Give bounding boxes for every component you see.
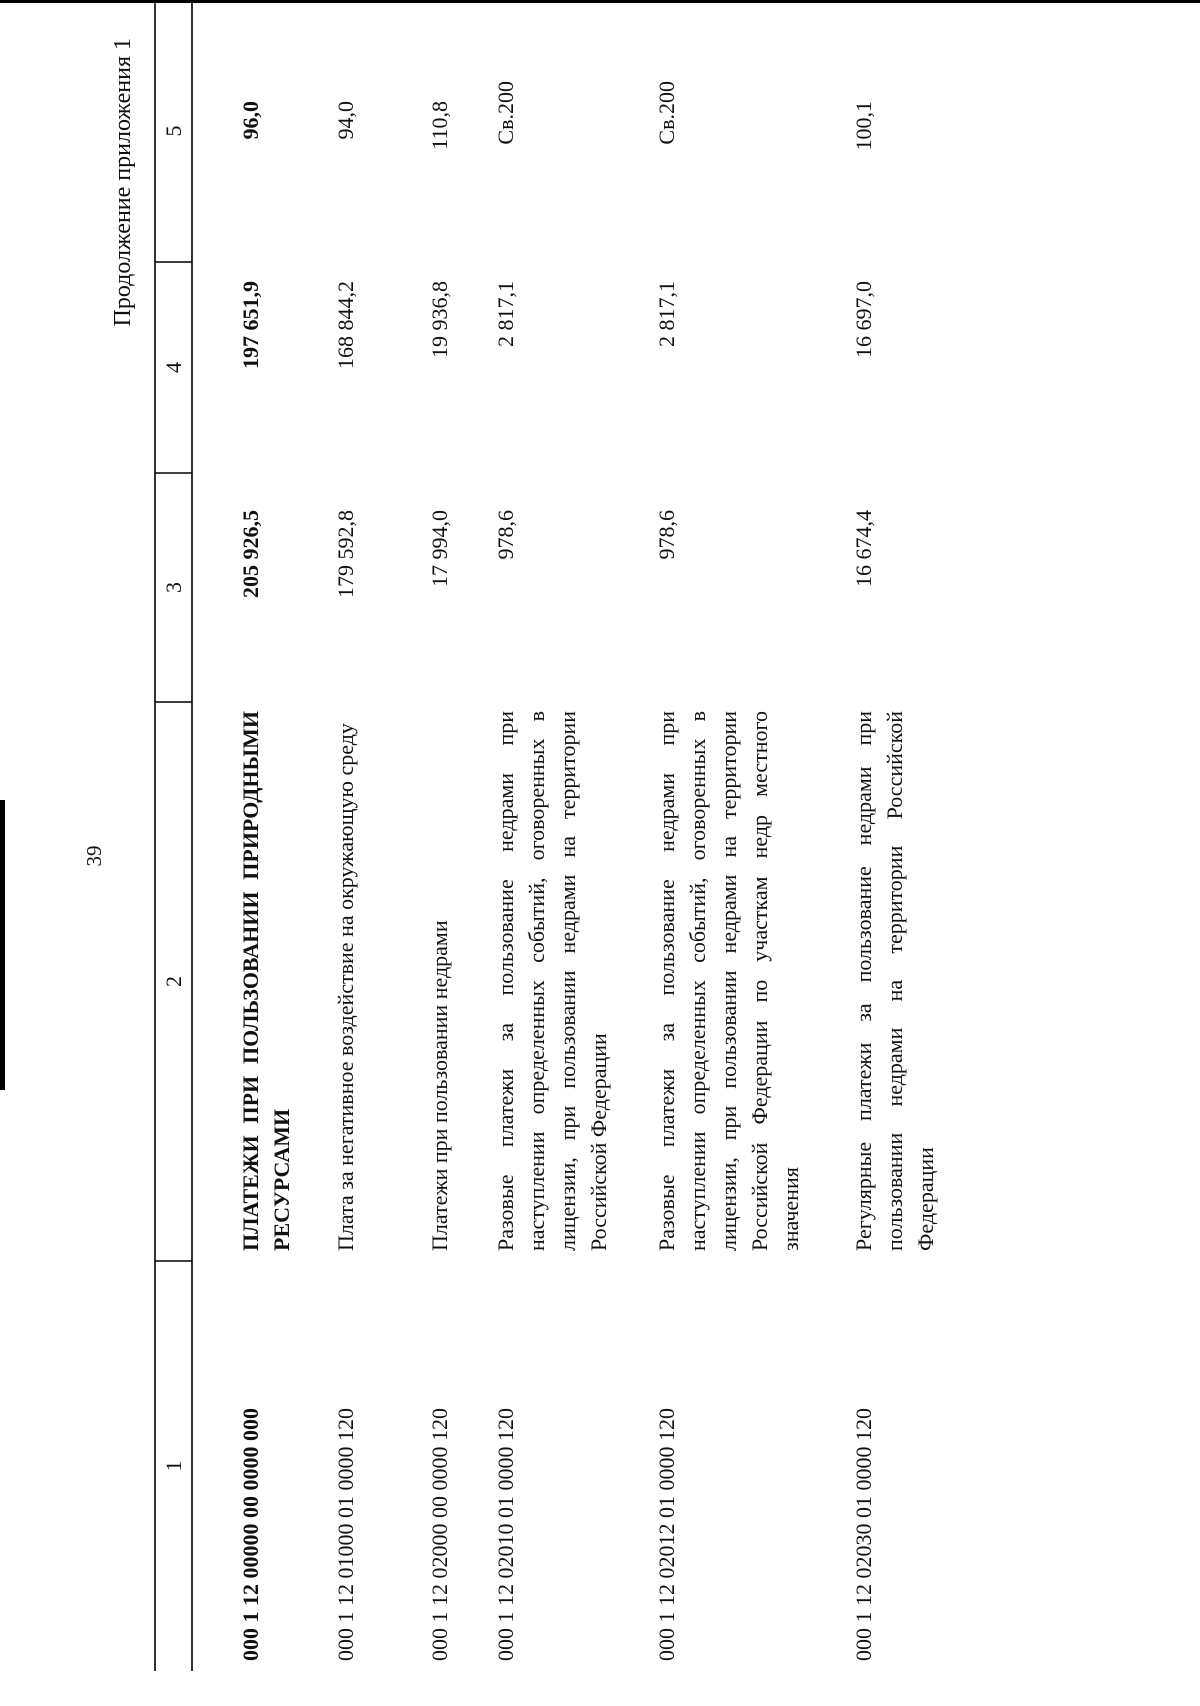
row-name: Разовые платежи за пользование недрами при наступлении определенных событий, оговоренных в лицензии, при пользовании недрами на территории Российской Федерации по участкам недр местного значения — [654, 711, 803, 1251]
row-code: 000 1 12 02012 01 0000 120 — [654, 1408, 679, 1661]
row-col4: 16 697,0 — [851, 281, 876, 358]
row-col5: 96,0 — [238, 101, 263, 140]
row-col4: 197 651,9 — [238, 281, 263, 369]
row-col5: Св.200 — [493, 81, 518, 145]
row-col4: 19 936,8 — [427, 281, 452, 358]
row-col4: 168 844,2 — [333, 281, 358, 369]
row-col4: 2 817,1 — [493, 281, 518, 347]
row-col4: 2 817,1 — [654, 281, 679, 347]
row-code: 000 1 12 02030 01 0000 120 — [851, 1408, 876, 1661]
row-name: Платежи при пользовании недрами — [427, 920, 452, 1251]
row-name: Регулярные платежи за пользование недрами при пользовании недрами на территории Российской Федерации — [851, 711, 938, 1251]
row-col5: 94,0 — [333, 101, 358, 140]
row-code: 000 1 12 02010 01 0000 120 — [493, 1408, 518, 1661]
row-col5: 110,8 — [427, 101, 452, 150]
column-header-1: 1 — [161, 1460, 186, 1472]
column-header-3: 3 — [161, 582, 186, 593]
row-col3: 179 592,8 — [333, 510, 358, 598]
row-col3: 205 926,5 — [238, 510, 263, 598]
column-header-2: 2 — [161, 976, 186, 987]
row-col3: 17 994,0 — [427, 510, 452, 587]
row-code: 000 1 12 01000 01 0000 120 — [333, 1408, 358, 1661]
row-col3: 16 674,4 — [851, 510, 876, 587]
row-name: Плата за негативное воздействие на окружающую среду — [333, 723, 358, 1251]
row-col5: 100,1 — [851, 101, 876, 151]
row-code: 000 1 12 00000 00 0000 000 — [238, 1408, 263, 1661]
row-col3: 978,6 — [493, 510, 518, 560]
column-header-5: 5 — [161, 125, 186, 137]
row-col3: 978,6 — [654, 510, 679, 560]
continuation-label: Продолжение приложения 1 — [110, 38, 136, 327]
row-name: Разовые платежи за пользование недрами при наступлении определенных событий, оговоренных в лицензии, при пользовании недрами на территории Российской Федерации — [493, 711, 611, 1251]
row-col5: Св.200 — [654, 81, 679, 145]
row-name: ПЛАТЕЖИ ПРИ ПОЛЬЗОВАНИИ ПРИРОДНЫМИ РЕСУРСАМИ — [238, 711, 294, 1251]
column-header-4: 4 — [161, 362, 186, 373]
row-code: 000 1 12 02000 00 0000 120 — [427, 1408, 452, 1661]
page-number: 39 — [82, 845, 106, 867]
